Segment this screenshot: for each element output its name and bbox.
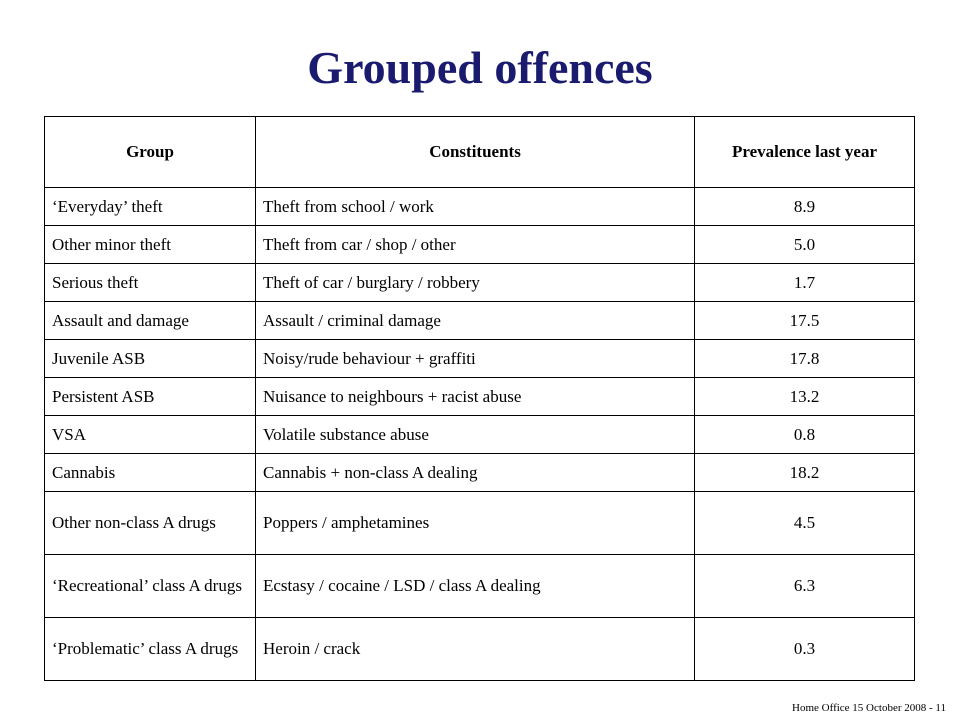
- slide-footer: Home Office 15 October 2008 - 11: [792, 702, 946, 714]
- table-row: [45, 454, 915, 492]
- cell-constituents: Nuisance to neighbours + racist abuse: [256, 378, 695, 416]
- cell-prevalence: 13.2: [695, 378, 915, 416]
- cell-group: ‘Recreational’ class A drugs: [45, 555, 256, 618]
- table-row: [45, 226, 915, 264]
- cell-constituents: Theft from car / shop / other: [256, 226, 695, 264]
- cell-constituents: Poppers / amphetamines: [256, 492, 695, 555]
- table-row: [45, 618, 915, 681]
- cell-group: Serious theft: [45, 264, 256, 302]
- cell-prevalence: 5.0: [695, 226, 915, 264]
- slide-title: Grouped offences: [307, 42, 653, 93]
- cell-prevalence: 0.8: [695, 416, 915, 454]
- table-row: [45, 555, 915, 618]
- cell-prevalence: 17.5: [695, 302, 915, 340]
- cell-prevalence: 8.9: [695, 188, 915, 226]
- table-row: [45, 264, 915, 302]
- cell-group: Assault and damage: [45, 302, 256, 340]
- cell-prevalence: 1.7: [695, 264, 915, 302]
- cell-group: VSA: [45, 416, 256, 454]
- grouped-offences-table: [44, 116, 915, 681]
- cell-constituents: Heroin / crack: [256, 618, 695, 681]
- header-group: Group: [45, 117, 256, 188]
- cell-prevalence: 4.5: [695, 492, 915, 555]
- cell-group: ‘Everyday’ theft: [45, 188, 256, 226]
- cell-group: Other non-class A drugs: [45, 492, 256, 555]
- cell-prevalence: 17.8: [695, 340, 915, 378]
- cell-group: Juvenile ASB: [45, 340, 256, 378]
- cell-constituents: Ecstasy / cocaine / LSD / class A dealing: [256, 555, 695, 618]
- header-constituents: Constituents: [256, 117, 695, 188]
- table-row: [45, 340, 915, 378]
- cell-prevalence: 6.3: [695, 555, 915, 618]
- cell-constituents: Assault / criminal damage: [256, 302, 695, 340]
- table-row: [45, 378, 915, 416]
- header-prevalence: Prevalence last year: [695, 117, 915, 188]
- table-header-row: [45, 117, 915, 188]
- cell-prevalence: 0.3: [695, 618, 915, 681]
- table-row: [45, 302, 915, 340]
- cell-constituents: Volatile substance abuse: [256, 416, 695, 454]
- table-row: [45, 416, 915, 454]
- table-row: [45, 188, 915, 226]
- cell-constituents: Cannabis + non-class A dealing: [256, 454, 695, 492]
- cell-constituents: Theft of car / burglary / robbery: [256, 264, 695, 302]
- cell-constituents: Theft from school / work: [256, 188, 695, 226]
- cell-group: Persistent ASB: [45, 378, 256, 416]
- cell-group: Other minor theft: [45, 226, 256, 264]
- cell-group: ‘Problematic’ class A drugs: [45, 618, 256, 681]
- cell-constituents: Noisy/rude behaviour + graffiti: [256, 340, 695, 378]
- cell-group: Cannabis: [45, 454, 256, 492]
- cell-prevalence: 18.2: [695, 454, 915, 492]
- table-row: [45, 492, 915, 555]
